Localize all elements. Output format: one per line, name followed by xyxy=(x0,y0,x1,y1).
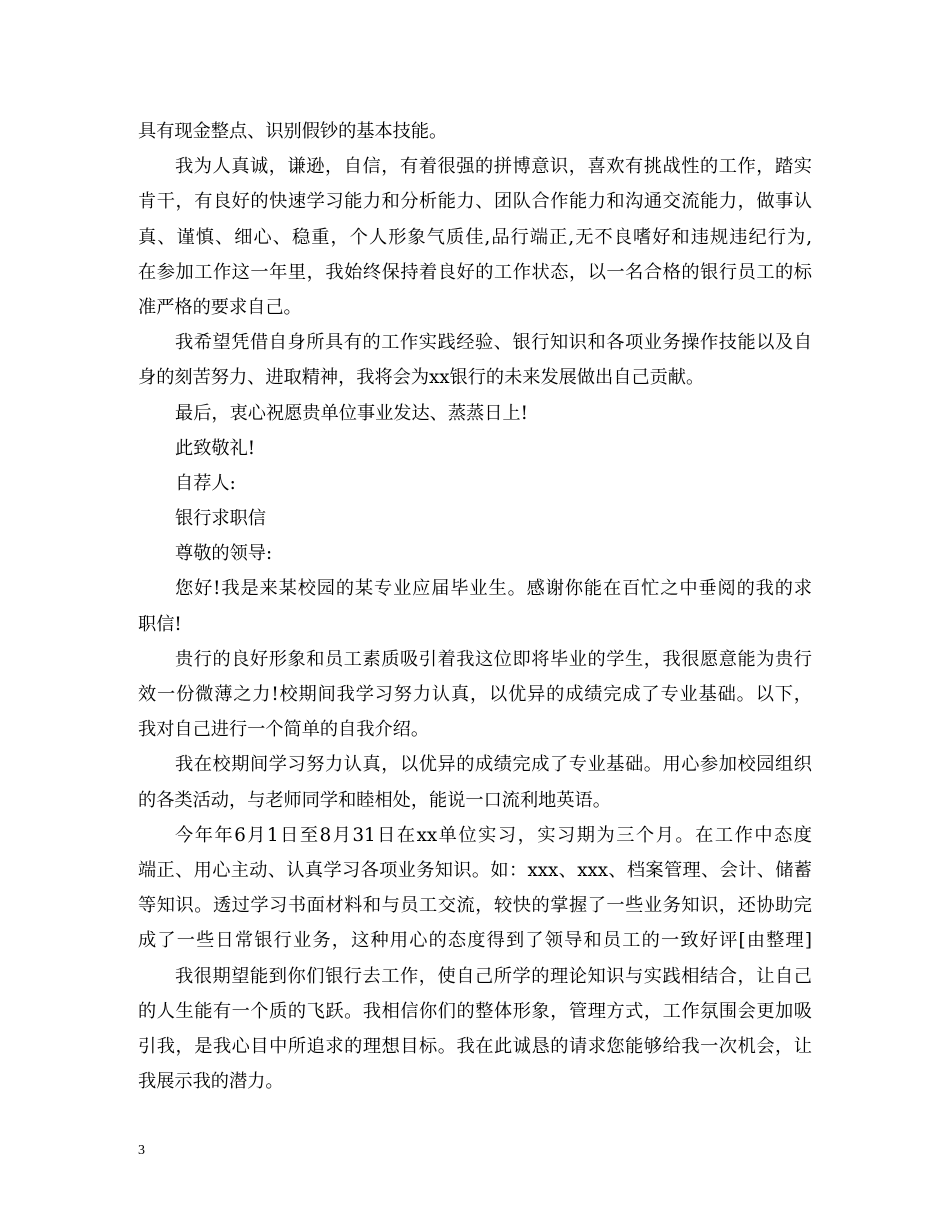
text-line: 贵行的良好形象和员工素质吸引着我这位即将毕业的学生，我很愿意能为贵行 xyxy=(175,648,812,670)
text-line: 的人生能有一个质的飞跃。我相信你们的整体形象，管理方式，工作氛围会更加吸 xyxy=(138,1000,812,1022)
text-line: 我为人真诚，谦逊，自信，有着很强的拼博意识，喜欢有挑战性的工作，踏实 xyxy=(175,156,812,178)
page-number: 3 xyxy=(138,1143,145,1158)
text-line: 今年年6月1日至8月31日在xx单位实习，实习期为三个月。在工作中态度 xyxy=(175,824,812,846)
text-line: 的各类活动，与老师同学和睦相处，能说一口流利地英语。 xyxy=(138,789,611,811)
text-line: 您好!我是来某校园的某专业应届毕业生。感谢你能在百忙之中垂阅的我的求 xyxy=(175,578,812,600)
text-line: 成了一些日常银行业务，这种用心的态度得到了领导和员工的一致好评[由整理] xyxy=(138,930,812,952)
text-line: 我很期望能到你们银行去工作，使自己所学的理论知识与实践相结合，让自己 xyxy=(175,965,812,987)
text-line: 我对自己进行一个简单的自我介绍。 xyxy=(138,719,430,741)
text-line: 最后，衷心祝愿贵单位事业发达、蒸蒸日上! xyxy=(175,402,528,424)
text-line: 肯干，有良好的快速学习能力和分析能力、团队合作能力和沟通交流能力，做事认 xyxy=(138,191,812,213)
text-line: 准严格的要求自己。 xyxy=(138,296,302,318)
text-line: 等知识。透过学习书面材料和与员工交流，较快的掌握了一些业务知识，还协助完 xyxy=(138,895,812,917)
text-line: 银行求职信 xyxy=(175,508,266,530)
text-line: 引我，是我心目中所追求的理想目标。我在此诚恳的请求您能够给我一次机会，让 xyxy=(138,1035,812,1057)
text-line: 身的刻苦努力、进取精神，我将会为xx银行的未来发展做出自己贡献。 xyxy=(138,367,705,389)
text-line: 端正、用心主动、认真学习各项业务知识。如：xxx、xxx、档案管理、会计、储蓄 xyxy=(138,859,812,881)
text-line: 真、谨慎、细心、稳重，个人形象气质佳,品行端正,无不良嗜好和违规违纪行为, xyxy=(138,226,812,248)
text-line: 具有现金整点、识别假钞的基本技能。 xyxy=(138,121,448,142)
document-body xyxy=(138,114,812,1099)
text-line: 尊敬的领导: xyxy=(175,543,273,565)
text-line: 职信! xyxy=(138,613,182,635)
text-line: 在参加工作这一年里，我始终保持着良好的工作状态，以一名合格的银行员工的标 xyxy=(138,261,812,283)
text-line: 此致敬礼! xyxy=(175,437,256,459)
text-line: 我希望凭借自身所具有的工作实践经验、银行知识和各项业务操作技能以及自 xyxy=(175,332,812,354)
text-line: 我在校期间学习努力认真，以优异的成绩完成了专业基础。用心参加校园组织 xyxy=(175,754,812,776)
text-line: 我展示我的潜力。 xyxy=(138,1071,284,1093)
text-line: 效一份微薄之力!校期间我学习努力认真，以优异的成绩完成了专业基础。以下， xyxy=(138,684,812,705)
text-line: 自荐人: xyxy=(175,472,236,494)
